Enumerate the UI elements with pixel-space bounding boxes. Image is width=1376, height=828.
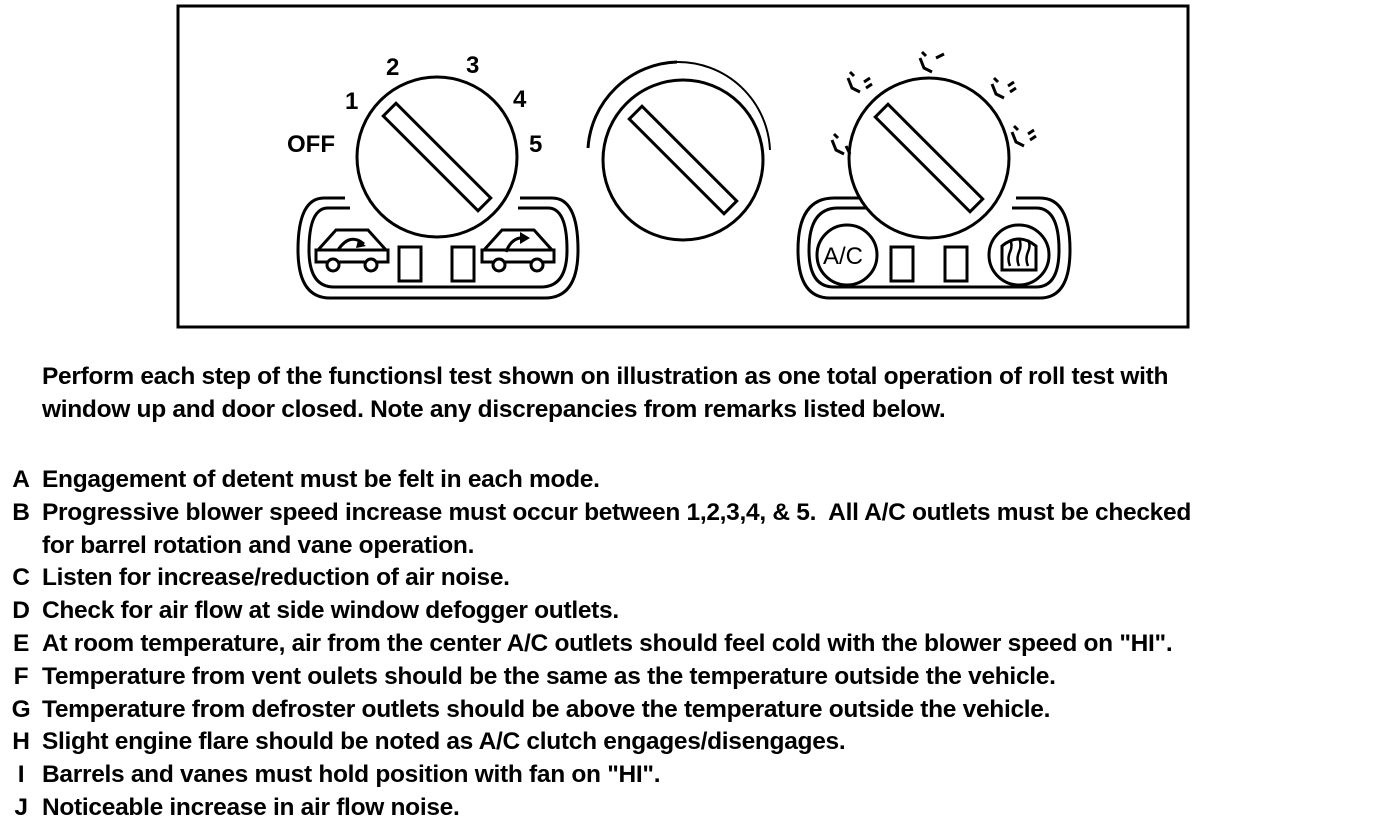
remark-letter: F (13, 662, 29, 690)
remark-item (0, 562, 1376, 595)
remark-item (0, 792, 1376, 825)
remark-text: At room temperature, air from the center A/C outlets should feel cold with the blower speed on "HI". (42, 629, 1173, 657)
remark-item (0, 661, 1376, 694)
mode-control-group (798, 52, 1070, 298)
blower-label-2: 2 (386, 54, 400, 81)
ac-indicator (891, 247, 913, 281)
remark-letter: E (12, 629, 30, 657)
remark-item (0, 595, 1376, 628)
vent-icon (832, 134, 850, 154)
remark-letter: H (12, 728, 30, 756)
remark-text: Temperature from vent oulets should be the same as the temperature outside the vehicle. (42, 662, 1056, 690)
ac-button-label: A/C (823, 243, 864, 270)
remark-letter: G (11, 695, 31, 723)
blower-label-off: OFF (287, 131, 335, 158)
remarks-list (0, 464, 1376, 825)
remark-letter: I (17, 761, 25, 789)
remark-text: Progressive blower speed increase must occur between 1,2,3,4, & 5. All A/C outlets must be checked for barrel rotation and vane operation. (42, 498, 1191, 559)
recirculate-air-button[interactable] (316, 230, 388, 271)
remark-text: Temperature from defroster outlets should be above the temperature outside the vehicle. (42, 695, 1051, 723)
control-panel-illustration (0, 0, 1376, 340)
remark-text: Noticeable increase in air flow noise. (42, 793, 460, 821)
floor-icon (920, 52, 944, 72)
remark-text: Slight engine flare should be noted as A/C clutch engages/disengages. (42, 728, 846, 756)
recirculate-indicator (399, 247, 421, 281)
rear-defrost-button[interactable] (989, 225, 1049, 285)
remark-letter: C (12, 564, 30, 592)
remark-text: Listen for increase/reduction of air noise. (42, 564, 510, 592)
temperature-control-group (588, 62, 770, 240)
remark-letter: B (12, 498, 30, 526)
remark-text: Check for air flow at side window defogger outlets. (42, 597, 619, 625)
blower-label-5: 5 (529, 131, 543, 158)
defog-floor-icon (992, 78, 1016, 98)
remark-item (0, 464, 1376, 497)
blower-label-1: 1 (345, 88, 359, 115)
remark-letter: D (12, 597, 30, 625)
remark-item (0, 694, 1376, 727)
rear-defrost-indicator (945, 247, 967, 281)
bi-level-icon (848, 72, 872, 92)
blower-control-group (287, 52, 578, 298)
blower-label-3: 3 (466, 52, 480, 79)
remark-item (0, 726, 1376, 759)
remark-letter: J (14, 793, 28, 821)
remark-item (0, 628, 1376, 661)
remark-text: Engagement of detent must be felt in each mode. (42, 466, 600, 493)
remark-text: Barrels and vanes must hold position with fan on "HI". (42, 761, 661, 789)
remark-item (0, 497, 1376, 563)
instructions-line-1: Perform each step of the functionsl test shown on illustration as one total operation of roll test with (42, 363, 1169, 390)
remark-letter: A (12, 466, 30, 493)
defrost-icon (1012, 126, 1036, 146)
ac-button[interactable] (817, 225, 877, 285)
instructions-line-2: window up and door closed. Note any discrepancies from remarks listed below. (42, 396, 946, 423)
fresh-air-indicator (452, 247, 474, 281)
fresh-air-button[interactable] (482, 230, 554, 271)
remark-item (0, 759, 1376, 792)
instructions-paragraph (42, 360, 1342, 426)
blower-label-4: 4 (513, 86, 527, 113)
